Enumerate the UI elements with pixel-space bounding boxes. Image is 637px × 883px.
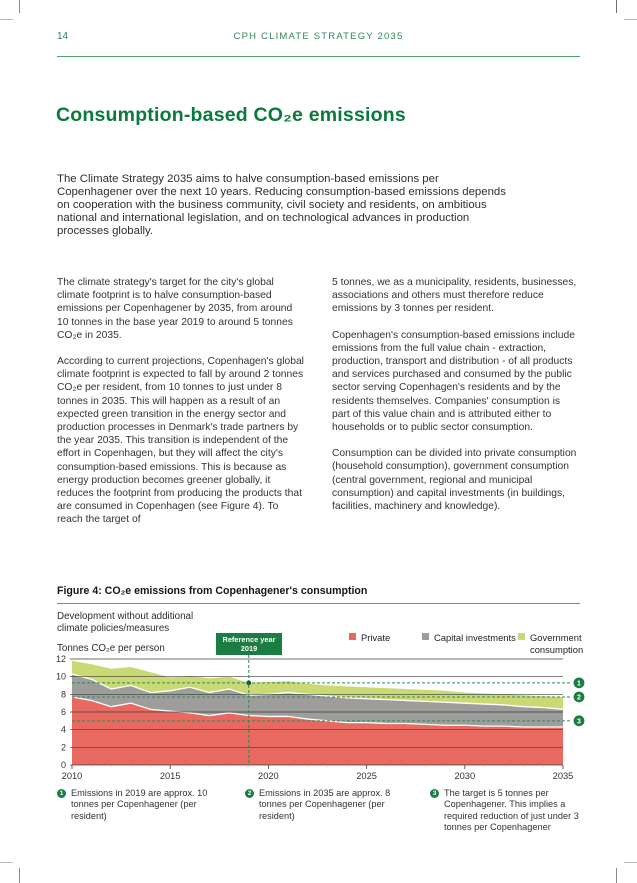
figure-caption: Figure 4: CO₂e emissions from Copenhagener's consumption <box>57 585 368 597</box>
svg-text:6: 6 <box>60 707 66 717</box>
footnote-3 <box>430 788 582 834</box>
svg-text:4: 4 <box>60 724 66 735</box>
body-columns <box>57 276 580 540</box>
running-header: CPH CLIMATE STRATEGY 2035 <box>233 31 404 42</box>
crop-mark <box>616 868 617 883</box>
footnote-2 <box>245 788 413 822</box>
paragraph: Copenhagen's consumption-based emissions include emissions from the full value chain - extraction, production, transport and distribution - of all products and services purchased and consumed by the public sector serving Copenhagen's residents and by the residents themselves. Companies' consumption is part of this value chain and is attributed either to households or to public sector consumption. <box>332 329 575 434</box>
badge-line: Reference year <box>222 635 276 644</box>
footnote-text: Emissions in 2019 are approx. 10 tonnes per Copenhagener (per resident) <box>71 788 208 821</box>
footnote-text: Emissions in 2035 are approx. 8 tonnes per Copenhagener (per resident) <box>259 788 391 821</box>
legend-label: Capital investments <box>434 632 516 643</box>
svg-text:2020: 2020 <box>258 771 279 781</box>
crop-mark <box>19 868 20 883</box>
right-column <box>332 276 579 540</box>
footnote-marker-icon: 2 <box>245 789 254 798</box>
crop-mark <box>624 19 637 20</box>
legend-label: Private <box>361 632 391 643</box>
svg-text:2025: 2025 <box>356 771 377 781</box>
footnote-marker-icon: 3 <box>430 789 439 798</box>
svg-text:1: 1 <box>577 680 581 688</box>
crop-mark <box>624 862 637 863</box>
intro-paragraph: The Climate Strategy 2035 aims to halve consumption-based emissions per Copenhagener over the next 10 years. Reducing consumption-based emissions depends on cooperation with the business community, civil society and residents, on ambitious national and international legislation, and on technological advances in production processes globally. <box>57 173 506 237</box>
note-line: climate policies/measures <box>57 623 170 635</box>
svg-text:2015: 2015 <box>159 771 181 781</box>
legend-swatch-private <box>349 633 356 640</box>
legend-swatch-government <box>518 633 525 640</box>
page-number: 14 <box>57 31 69 42</box>
legend-item-capital-investments <box>422 632 516 644</box>
legend-label: Government consumption <box>530 632 584 655</box>
svg-text:8: 8 <box>60 689 66 700</box>
svg-text:2: 2 <box>60 742 66 753</box>
crop-mark <box>616 0 617 13</box>
svg-text:2: 2 <box>577 694 581 702</box>
footnote-text: The target is 5 tonnes per Copenhagener. This implies a required reduction of just under 3 tonnes per Copenhagener <box>444 788 579 833</box>
paragraph: According to current projections, Copenhagen's global climate footprint is expected to fall by around 2 tonnes CO₂e per resident, from 10 tonnes to just under 8 tonnes in 2035. This will happen as a result of an expected green transition in the energy sector and production processes in Denmark's trade partners by the year 2035. This transition is independent of the effort in Copenhagen, but they will affect the city's consumption-based emissions. This is because as energy production becomes greener globally, it reduces the footprint from producing the products that are consumed in Copenhagen (see Figure 4). To reach the target of <box>57 356 304 526</box>
svg-text:2030: 2030 <box>454 771 476 781</box>
paragraph: The climate strategy's target for the city's global climate footprint is to halve consumption-based emissions per Copenhagener by 2035, from around 10 tonnes in the base year 2019 to around 5 tonnes CO₂e in 2035. <box>57 277 293 341</box>
footnote-1 <box>57 788 225 822</box>
legend-swatch-capital <box>422 633 429 640</box>
chart-scenario-note <box>57 611 193 636</box>
crop-mark <box>0 862 13 863</box>
legend-item-private <box>349 632 390 644</box>
crop-mark <box>0 19 13 20</box>
svg-text:0: 0 <box>60 760 66 770</box>
header-rule <box>57 56 580 57</box>
note-line: Development without additional <box>57 611 194 622</box>
svg-text:2010: 2010 <box>61 771 83 781</box>
svg-text:2035: 2035 <box>552 771 574 781</box>
crop-mark <box>19 0 20 13</box>
stacked-area-emissions-chart <box>40 648 600 784</box>
svg-text:3: 3 <box>577 718 581 726</box>
paragraph: Consumption can be divided into private consumption (household consumption), government consumption (central government, regional and municipal consumption) and capital investments (in buildings, facilities, machinery and knowledge). <box>332 448 577 513</box>
badge-line: 2019 <box>240 644 258 654</box>
svg-text:10: 10 <box>55 671 66 682</box>
paragraph: 5 tonnes, we as a municipality, residents, businesses, associations and others must therefore reduce emissions by 3 tonnes per resident. <box>332 277 577 315</box>
figure-rule <box>57 603 580 604</box>
y-axis-title: Tonnes CO₂e per person <box>57 643 165 654</box>
reference-point-dot <box>246 680 251 685</box>
page-title: Consumption-based CO₂e emissions <box>56 104 406 126</box>
left-column <box>57 276 304 540</box>
svg-text:12: 12 <box>55 654 66 664</box>
footnote-marker-icon: 1 <box>57 789 66 798</box>
